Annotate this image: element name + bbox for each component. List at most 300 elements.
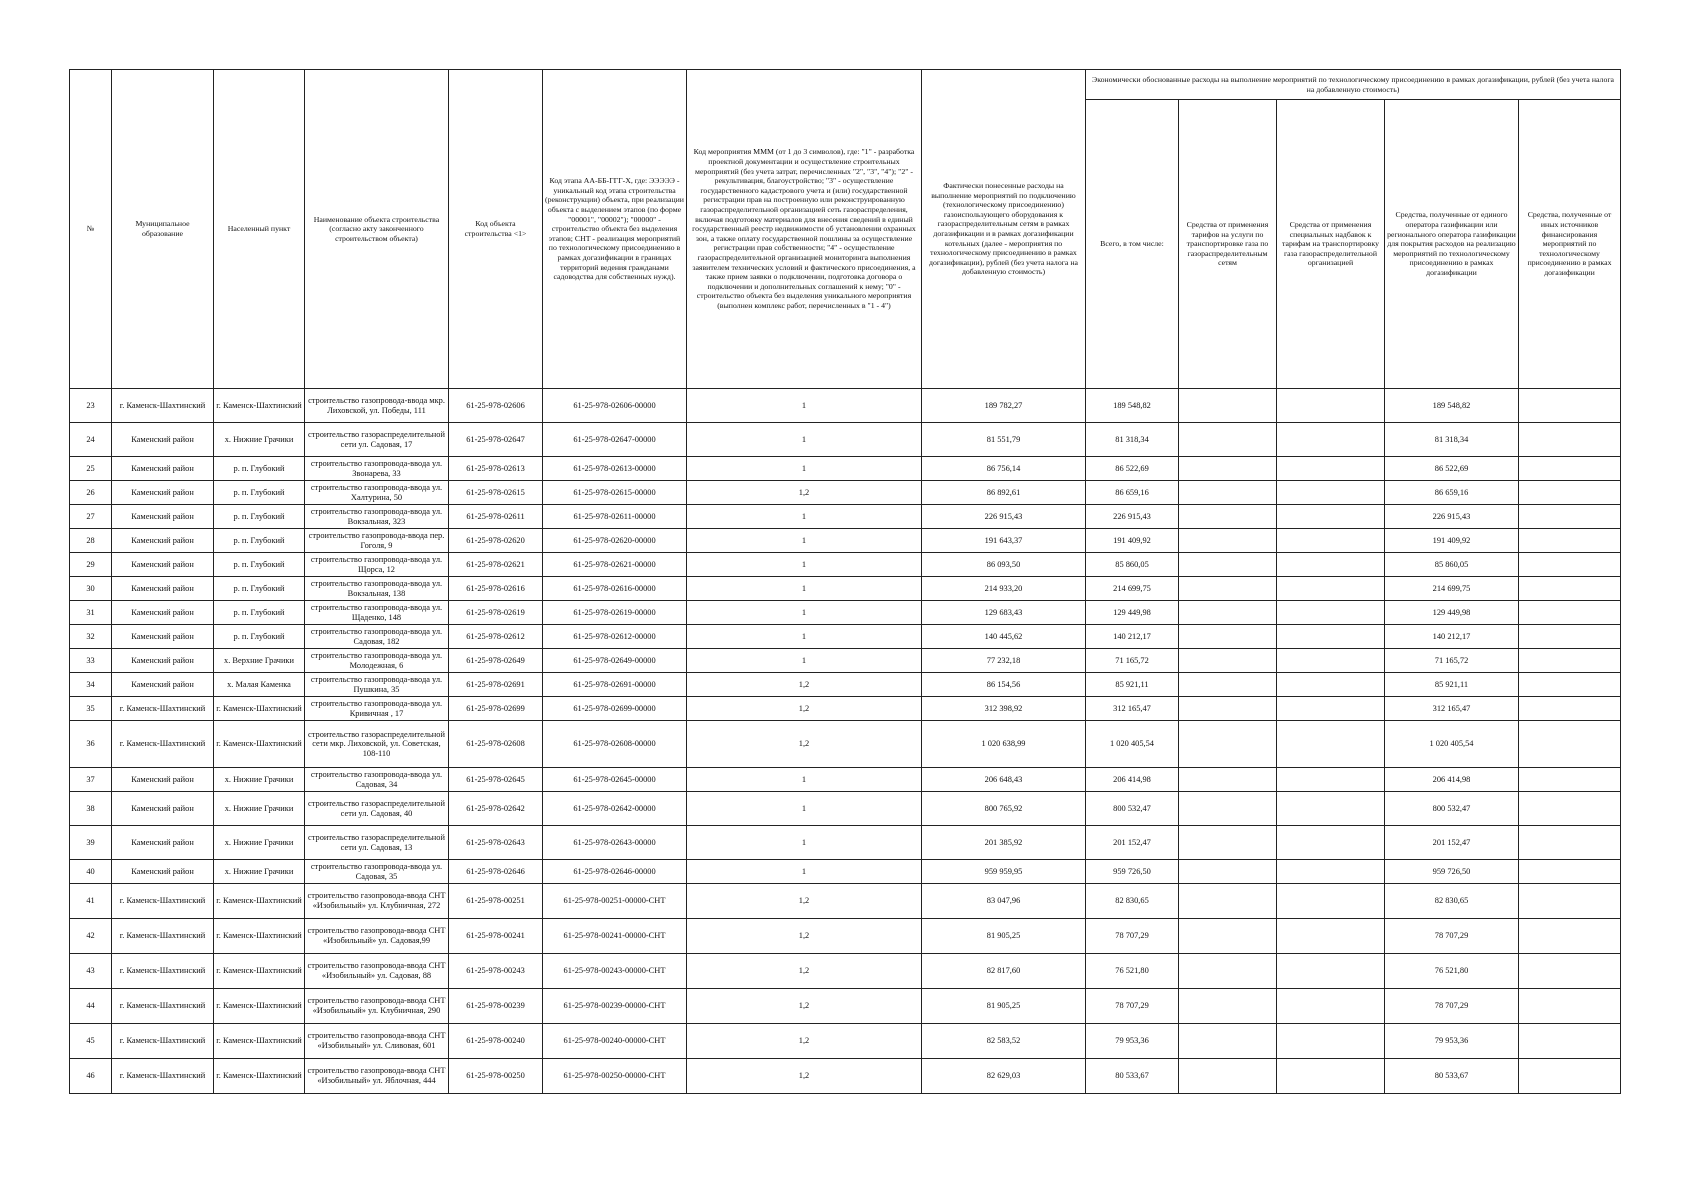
cell-total: 226 915,43 [1086, 505, 1179, 529]
cell-other [1519, 721, 1621, 768]
cell-total: 82 830,65 [1086, 884, 1179, 919]
cell-num: 41 [70, 884, 112, 919]
cell-surcharge [1277, 553, 1385, 577]
cell-event-code: 1 [687, 860, 922, 884]
cell-settlement: х. Нижние Грачики [214, 826, 305, 860]
cell-event-code: 1 [687, 553, 922, 577]
cell-other [1519, 673, 1621, 697]
cell-actual: 312 398,92 [922, 697, 1086, 721]
cell-object-name: строительство газораспределительной сети мкр. Лиховской, ул. Советская, 108-110 [305, 721, 449, 768]
cell-other [1519, 989, 1621, 1024]
cell-operator: 76 521,80 [1385, 954, 1519, 989]
cell-event-code: 1 [687, 457, 922, 481]
cell-num: 39 [70, 826, 112, 860]
cell-operator: 959 726,50 [1385, 860, 1519, 884]
cell-settlement: г. Каменск-Шахтинский [214, 884, 305, 919]
cell-municipality: г. Каменск-Шахтинский [112, 1024, 214, 1059]
cell-object-name: строительство газопровода-ввода ул. Молодежная, 6 [305, 649, 449, 673]
header-event-code: Код мероприятия МММ (от 1 до 3 символов), где: "1" - разработка проектной документации и осуществление строительных мероприятий (без учета затрат, перечисленных "2", "3", "4"); "2" - рекультивация, благоустройство; "3" - осуществление государственного кадастрового учета и (или) государственной регистрации прав на построенную или реконструированную газораспределительной организацией сеть газораспределения, включая подготовку материалов для внесения сведений в единый государственный реестр недвижимости об установлении охранных зон, а также оплату государственной пошлины за осуществление регистрации прав собственности; "4" - осуществление газораспределительной организацией мониторинга выполнения заявителем технических условий и фактического присоединения, а также прием заявки о подключении, подготовка договора о подключении и дополнительных соглашений к нему; "0" - строительство объекта без выделения уникального мероприятия (выполнен комплекс работ, перечисленных в "1 - 4") [687, 70, 922, 389]
cell-municipality: Каменский район [112, 577, 214, 601]
cell-settlement: р. п. Глубокий [214, 505, 305, 529]
table-row [70, 457, 1621, 481]
cell-num: 27 [70, 505, 112, 529]
table-row [70, 697, 1621, 721]
cell-object-code: 61-25-978-00250 [449, 1059, 543, 1094]
cell-settlement: г. Каменск-Шахтинский [214, 1024, 305, 1059]
cell-other [1519, 768, 1621, 792]
cell-event-code: 1,2 [687, 721, 922, 768]
cell-settlement: р. п. Глубокий [214, 529, 305, 553]
cell-total: 206 414,98 [1086, 768, 1179, 792]
cell-object-code: 61-25-978-00241 [449, 919, 543, 954]
cell-object-name: строительство газопровода-ввода СНТ «Изобильный» ул. Сливовая, 601 [305, 1024, 449, 1059]
cell-object-code: 61-25-978-02611 [449, 505, 543, 529]
table-row [70, 919, 1621, 954]
cell-stage-code: 61-25-978-02619-00000 [543, 601, 687, 625]
cell-object-code: 61-25-978-00243 [449, 954, 543, 989]
cell-num: 32 [70, 625, 112, 649]
cell-surcharge [1277, 919, 1385, 954]
cell-tariff [1179, 989, 1277, 1024]
cell-stage-code: 61-25-978-02616-00000 [543, 577, 687, 601]
cell-tariff [1179, 860, 1277, 884]
cell-event-code: 1,2 [687, 1059, 922, 1094]
cell-actual: 191 643,37 [922, 529, 1086, 553]
cell-tariff [1179, 389, 1277, 423]
cell-num: 38 [70, 792, 112, 826]
cell-actual: 82 583,52 [922, 1024, 1086, 1059]
cell-surcharge [1277, 457, 1385, 481]
cell-event-code: 1,2 [687, 1024, 922, 1059]
cell-total: 86 522,69 [1086, 457, 1179, 481]
cell-municipality: Каменский район [112, 792, 214, 826]
cell-total: 140 212,17 [1086, 625, 1179, 649]
cell-other [1519, 423, 1621, 457]
cell-surcharge [1277, 601, 1385, 625]
cell-tariff [1179, 1059, 1277, 1094]
cell-object-code: 61-25-978-02612 [449, 625, 543, 649]
cell-total: 81 318,34 [1086, 423, 1179, 457]
cell-surcharge [1277, 860, 1385, 884]
cell-num: 24 [70, 423, 112, 457]
cell-operator: 78 707,29 [1385, 989, 1519, 1024]
cell-object-code: 61-25-978-02616 [449, 577, 543, 601]
cell-actual: 206 648,43 [922, 768, 1086, 792]
cell-municipality: Каменский район [112, 649, 214, 673]
cell-total: 191 409,92 [1086, 529, 1179, 553]
cell-stage-code: 61-25-978-00240-00000-СНТ [543, 1024, 687, 1059]
cell-object-code: 61-25-978-02645 [449, 768, 543, 792]
cell-other [1519, 1059, 1621, 1094]
table-row [70, 792, 1621, 826]
cell-municipality: г. Каменск-Шахтинский [112, 954, 214, 989]
cell-surcharge [1277, 884, 1385, 919]
table-row [70, 601, 1621, 625]
cell-num: 28 [70, 529, 112, 553]
table-row [70, 529, 1621, 553]
cell-settlement: г. Каменск-Шахтинский [214, 389, 305, 423]
cell-other [1519, 625, 1621, 649]
cell-operator: 1 020 405,54 [1385, 721, 1519, 768]
cell-object-name: строительство газопровода-ввода ул. Кривичная , 17 [305, 697, 449, 721]
cell-object-name: строительство газопровода-ввода ул. Звонарева, 33 [305, 457, 449, 481]
cell-surcharge [1277, 505, 1385, 529]
cell-surcharge [1277, 1059, 1385, 1094]
table-row [70, 423, 1621, 457]
cell-tariff [1179, 423, 1277, 457]
cell-actual: 86 093,50 [922, 553, 1086, 577]
cell-num: 35 [70, 697, 112, 721]
cell-other [1519, 457, 1621, 481]
cell-object-code: 61-25-978-02646 [449, 860, 543, 884]
cell-event-code: 1 [687, 768, 922, 792]
header-special-surcharge: Средства от применения специальных надбавок к тарифам на транспортировку газа газораспределительной организацией [1277, 100, 1385, 389]
cell-municipality: Каменский район [112, 601, 214, 625]
cell-operator: 79 953,36 [1385, 1024, 1519, 1059]
cell-object-code: 61-25-978-02699 [449, 697, 543, 721]
cell-municipality: г. Каменск-Шахтинский [112, 919, 214, 954]
cell-event-code: 1,2 [687, 481, 922, 505]
cell-num: 31 [70, 601, 112, 625]
cell-operator: 85 921,11 [1385, 673, 1519, 697]
table-row [70, 721, 1621, 768]
cell-tariff [1179, 673, 1277, 697]
cell-municipality: Каменский район [112, 860, 214, 884]
cell-object-name: строительство газопровода-ввода ул. Вокзальная, 323 [305, 505, 449, 529]
cell-tariff [1179, 768, 1277, 792]
cell-other [1519, 601, 1621, 625]
cell-num: 42 [70, 919, 112, 954]
cell-tariff [1179, 529, 1277, 553]
header-municipality: Муниципальное образование [112, 70, 214, 389]
cell-total: 129 449,98 [1086, 601, 1179, 625]
cell-municipality: г. Каменск-Шахтинский [112, 721, 214, 768]
cell-surcharge [1277, 721, 1385, 768]
cell-num: 23 [70, 389, 112, 423]
cell-object-name: строительство газопровода-ввода ул. Садовая, 34 [305, 768, 449, 792]
cell-event-code: 1 [687, 625, 922, 649]
cell-object-name: строительство газопровода-ввода ул. Пушкина, 35 [305, 673, 449, 697]
cell-num: 26 [70, 481, 112, 505]
cell-settlement: х. Нижние Грачики [214, 768, 305, 792]
header-operator-funds: Средства, полученные от единого оператора газификации или регионального оператора газификации для покрытия расходов на реализацию мероприятий по технологическому присоединению в рамках догазификации [1385, 100, 1519, 389]
cell-other [1519, 954, 1621, 989]
cell-actual: 959 959,95 [922, 860, 1086, 884]
cell-actual: 82 629,03 [922, 1059, 1086, 1094]
cell-municipality: Каменский район [112, 505, 214, 529]
cell-other [1519, 577, 1621, 601]
cell-municipality: Каменский район [112, 553, 214, 577]
cell-surcharge [1277, 768, 1385, 792]
cell-tariff [1179, 884, 1277, 919]
header-actual-expenses: Фактически понесенные расходы на выполнение мероприятий по подключению (технологическому присоединению) газоиспользующего оборудования к газораспределительным сетям в рамках догазификации и в рамках догазификации котельных (далее - мероприятия по технологическому присоединению в рамках догазификации), рублей (без учета налога на добавленную стоимость) [922, 70, 1086, 389]
cell-surcharge [1277, 481, 1385, 505]
cell-total: 959 726,50 [1086, 860, 1179, 884]
header-num: № [70, 70, 112, 389]
cell-event-code: 1 [687, 826, 922, 860]
cell-object-name: строительство газораспределительной сети ул. Садовая, 40 [305, 792, 449, 826]
cell-object-name: строительство газопровода-ввода СНТ «Изобильный» ул. Садовая, 88 [305, 954, 449, 989]
cell-total: 189 548,82 [1086, 389, 1179, 423]
cell-object-name: строительство газопровода-ввода ул. Халтурина, 50 [305, 481, 449, 505]
cell-stage-code: 61-25-978-02643-00000 [543, 826, 687, 860]
cell-object-name: строительство газораспределительной сети ул. Садовая, 17 [305, 423, 449, 457]
cell-total: 86 659,16 [1086, 481, 1179, 505]
cell-operator: 78 707,29 [1385, 919, 1519, 954]
cell-settlement: г. Каменск-Шахтинский [214, 1059, 305, 1094]
cell-object-code: 61-25-978-02608 [449, 721, 543, 768]
cell-other [1519, 826, 1621, 860]
cell-other [1519, 553, 1621, 577]
cell-settlement: х. Малая Каменка [214, 673, 305, 697]
table-header [70, 70, 1621, 389]
cell-settlement: р. п. Глубокий [214, 553, 305, 577]
cell-event-code: 1 [687, 649, 922, 673]
cell-surcharge [1277, 1024, 1385, 1059]
cell-surcharge [1277, 826, 1385, 860]
cell-object-name: строительство газопровода-ввода СНТ «Изобильный» ул. Яблочная, 444 [305, 1059, 449, 1094]
cell-stage-code: 61-25-978-02612-00000 [543, 625, 687, 649]
cell-tariff [1179, 1024, 1277, 1059]
cell-object-code: 61-25-978-02613 [449, 457, 543, 481]
cell-object-code: 61-25-978-02647 [449, 423, 543, 457]
header-other-sources: Средства, полученные от иных источников финансирования мероприятий по технологическому присоединению в рамках догазификации [1519, 100, 1621, 389]
cell-tariff [1179, 625, 1277, 649]
table-row [70, 860, 1621, 884]
cell-stage-code: 61-25-978-00250-00000-СНТ [543, 1059, 687, 1094]
document-sheet [69, 69, 1620, 1094]
cell-event-code: 1,2 [687, 697, 922, 721]
cell-object-name: строительство газопровода-ввода СНТ «Изобильный» ул. Клубничная, 290 [305, 989, 449, 1024]
cell-actual: 201 385,92 [922, 826, 1086, 860]
cell-total: 78 707,29 [1086, 989, 1179, 1024]
cell-operator: 214 699,75 [1385, 577, 1519, 601]
cell-object-code: 61-25-978-02621 [449, 553, 543, 577]
cell-stage-code: 61-25-978-02645-00000 [543, 768, 687, 792]
cell-event-code: 1 [687, 529, 922, 553]
cell-actual: 189 782,27 [922, 389, 1086, 423]
header-object-code: Код объекта строительства <1> [449, 70, 543, 389]
cell-operator: 80 533,67 [1385, 1059, 1519, 1094]
cell-event-code: 1,2 [687, 919, 922, 954]
cell-total: 85 921,11 [1086, 673, 1179, 697]
cell-other [1519, 649, 1621, 673]
cell-surcharge [1277, 649, 1385, 673]
cell-object-code: 61-25-978-02691 [449, 673, 543, 697]
cell-stage-code: 61-25-978-02646-00000 [543, 860, 687, 884]
cell-surcharge [1277, 389, 1385, 423]
cell-other [1519, 481, 1621, 505]
cell-settlement: г. Каменск-Шахтинский [214, 919, 305, 954]
cell-tariff [1179, 505, 1277, 529]
cell-stage-code: 61-25-978-02699-00000 [543, 697, 687, 721]
cell-event-code: 1,2 [687, 954, 922, 989]
cell-object-code: 61-25-978-02619 [449, 601, 543, 625]
cell-tariff [1179, 577, 1277, 601]
cell-settlement: г. Каменск-Шахтинский [214, 697, 305, 721]
cell-municipality: г. Каменск-Шахтинский [112, 989, 214, 1024]
cell-operator: 201 152,47 [1385, 826, 1519, 860]
cell-tariff [1179, 919, 1277, 954]
cell-num: 37 [70, 768, 112, 792]
header-total: Всего, в том числе: [1086, 100, 1179, 389]
cell-tariff [1179, 697, 1277, 721]
cell-object-name: строительство газопровода-ввода ул. Садовая, 35 [305, 860, 449, 884]
cell-object-code: 61-25-978-02606 [449, 389, 543, 423]
cell-operator: 129 449,98 [1385, 601, 1519, 625]
cell-object-name: строительство газопровода-ввода мкр. Лиховской, ул. Победы, 111 [305, 389, 449, 423]
cell-other [1519, 1024, 1621, 1059]
cell-num: 30 [70, 577, 112, 601]
cell-total: 1 020 405,54 [1086, 721, 1179, 768]
cell-total: 85 860,05 [1086, 553, 1179, 577]
cell-other [1519, 389, 1621, 423]
cell-num: 43 [70, 954, 112, 989]
cell-settlement: г. Каменск-Шахтинский [214, 954, 305, 989]
cell-actual: 81 905,25 [922, 989, 1086, 1024]
cell-municipality: Каменский район [112, 529, 214, 553]
cell-other [1519, 505, 1621, 529]
cell-municipality: Каменский район [112, 768, 214, 792]
cell-surcharge [1277, 954, 1385, 989]
cell-actual: 86 892,61 [922, 481, 1086, 505]
cell-settlement: х. Нижние Грачики [214, 423, 305, 457]
cell-operator: 86 659,16 [1385, 481, 1519, 505]
cell-total: 79 953,36 [1086, 1024, 1179, 1059]
cell-other [1519, 792, 1621, 826]
cell-num: 29 [70, 553, 112, 577]
cell-total: 78 707,29 [1086, 919, 1179, 954]
cell-stage-code: 61-25-978-00239-00000-СНТ [543, 989, 687, 1024]
cell-settlement: х. Верхние Грачики [214, 649, 305, 673]
cell-other [1519, 697, 1621, 721]
table-row [70, 826, 1621, 860]
cell-operator: 191 409,92 [1385, 529, 1519, 553]
expenses-table [69, 69, 1621, 1094]
cell-event-code: 1 [687, 577, 922, 601]
cell-actual: 83 047,96 [922, 884, 1086, 919]
cell-event-code: 1,2 [687, 989, 922, 1024]
cell-actual: 140 445,62 [922, 625, 1086, 649]
cell-num: 45 [70, 1024, 112, 1059]
table-row [70, 481, 1621, 505]
cell-total: 71 165,72 [1086, 649, 1179, 673]
cell-tariff [1179, 954, 1277, 989]
cell-operator: 82 830,65 [1385, 884, 1519, 919]
cell-actual: 81 905,25 [922, 919, 1086, 954]
cell-surcharge [1277, 673, 1385, 697]
cell-tariff [1179, 826, 1277, 860]
cell-operator: 206 414,98 [1385, 768, 1519, 792]
table-row [70, 768, 1621, 792]
cell-surcharge [1277, 697, 1385, 721]
cell-municipality: Каменский район [112, 423, 214, 457]
cell-stage-code: 61-25-978-00241-00000-СНТ [543, 919, 687, 954]
cell-object-code: 61-25-978-02615 [449, 481, 543, 505]
table-body [70, 389, 1621, 1094]
cell-stage-code: 61-25-978-02611-00000 [543, 505, 687, 529]
table-row [70, 625, 1621, 649]
cell-operator: 800 532,47 [1385, 792, 1519, 826]
cell-actual: 129 683,43 [922, 601, 1086, 625]
cell-num: 36 [70, 721, 112, 768]
table-row [70, 1059, 1621, 1094]
header-group-title: Экономически обоснованные расходы на выполнение мероприятий по технологическому присоединению в рамках догазификации, рублей (без учета налога на добавленную стоимость) [1086, 70, 1621, 100]
cell-total: 80 533,67 [1086, 1059, 1179, 1094]
cell-num: 46 [70, 1059, 112, 1094]
cell-object-name: строительство газопровода-ввода ул. Садовая, 182 [305, 625, 449, 649]
cell-object-name: строительство газопровода-ввода СНТ «Изобильный» ул. Садовая,99 [305, 919, 449, 954]
cell-actual: 82 817,60 [922, 954, 1086, 989]
cell-other [1519, 860, 1621, 884]
header-transport-tariff: Средства от применения тарифов на услуги по транспортировке газа по газораспределительным сетям [1179, 100, 1277, 389]
cell-tariff [1179, 721, 1277, 768]
cell-actual: 1 020 638,99 [922, 721, 1086, 768]
cell-operator: 140 212,17 [1385, 625, 1519, 649]
cell-object-code: 61-25-978-02620 [449, 529, 543, 553]
cell-object-name: строительство газопровода-ввода пер. Гоголя, 9 [305, 529, 449, 553]
cell-actual: 86 154,56 [922, 673, 1086, 697]
cell-event-code: 1 [687, 505, 922, 529]
cell-settlement: х. Нижние Грачики [214, 792, 305, 826]
table-row [70, 577, 1621, 601]
cell-other [1519, 884, 1621, 919]
cell-stage-code: 61-25-978-02691-00000 [543, 673, 687, 697]
cell-stage-code: 61-25-978-02615-00000 [543, 481, 687, 505]
cell-stage-code: 61-25-978-02621-00000 [543, 553, 687, 577]
cell-object-code: 61-25-978-02643 [449, 826, 543, 860]
cell-event-code: 1 [687, 423, 922, 457]
cell-settlement: г. Каменск-Шахтинский [214, 989, 305, 1024]
cell-municipality: г. Каменск-Шахтинский [112, 697, 214, 721]
table-row [70, 505, 1621, 529]
cell-object-name: строительство газопровода-ввода ул. Вокзальная, 138 [305, 577, 449, 601]
cell-operator: 85 860,05 [1385, 553, 1519, 577]
cell-stage-code: 61-25-978-00251-00000-СНТ [543, 884, 687, 919]
cell-settlement: р. п. Глубокий [214, 601, 305, 625]
header-settlement: Населенный пункт [214, 70, 305, 389]
cell-total: 312 165,47 [1086, 697, 1179, 721]
cell-surcharge [1277, 792, 1385, 826]
cell-settlement: р. п. Глубокий [214, 457, 305, 481]
cell-municipality: г. Каменск-Шахтинский [112, 884, 214, 919]
cell-event-code: 1 [687, 389, 922, 423]
cell-operator: 189 548,82 [1385, 389, 1519, 423]
cell-municipality: Каменский район [112, 625, 214, 649]
cell-settlement: г. Каменск-Шахтинский [214, 721, 305, 768]
table-row [70, 1024, 1621, 1059]
cell-municipality: г. Каменск-Шахтинский [112, 1059, 214, 1094]
cell-operator: 81 318,34 [1385, 423, 1519, 457]
cell-other [1519, 919, 1621, 954]
table-row [70, 989, 1621, 1024]
cell-settlement: х. Нижние Грачики [214, 860, 305, 884]
cell-stage-code: 61-25-978-02606-00000 [543, 389, 687, 423]
cell-total: 201 152,47 [1086, 826, 1179, 860]
cell-settlement: р. п. Глубокий [214, 577, 305, 601]
cell-surcharge [1277, 423, 1385, 457]
cell-object-code: 61-25-978-02642 [449, 792, 543, 826]
cell-municipality: г. Каменск-Шахтинский [112, 389, 214, 423]
cell-municipality: Каменский район [112, 673, 214, 697]
table-row [70, 649, 1621, 673]
cell-actual: 214 933,20 [922, 577, 1086, 601]
cell-tariff [1179, 481, 1277, 505]
table-row [70, 954, 1621, 989]
cell-operator: 71 165,72 [1385, 649, 1519, 673]
cell-actual: 226 915,43 [922, 505, 1086, 529]
cell-other [1519, 529, 1621, 553]
